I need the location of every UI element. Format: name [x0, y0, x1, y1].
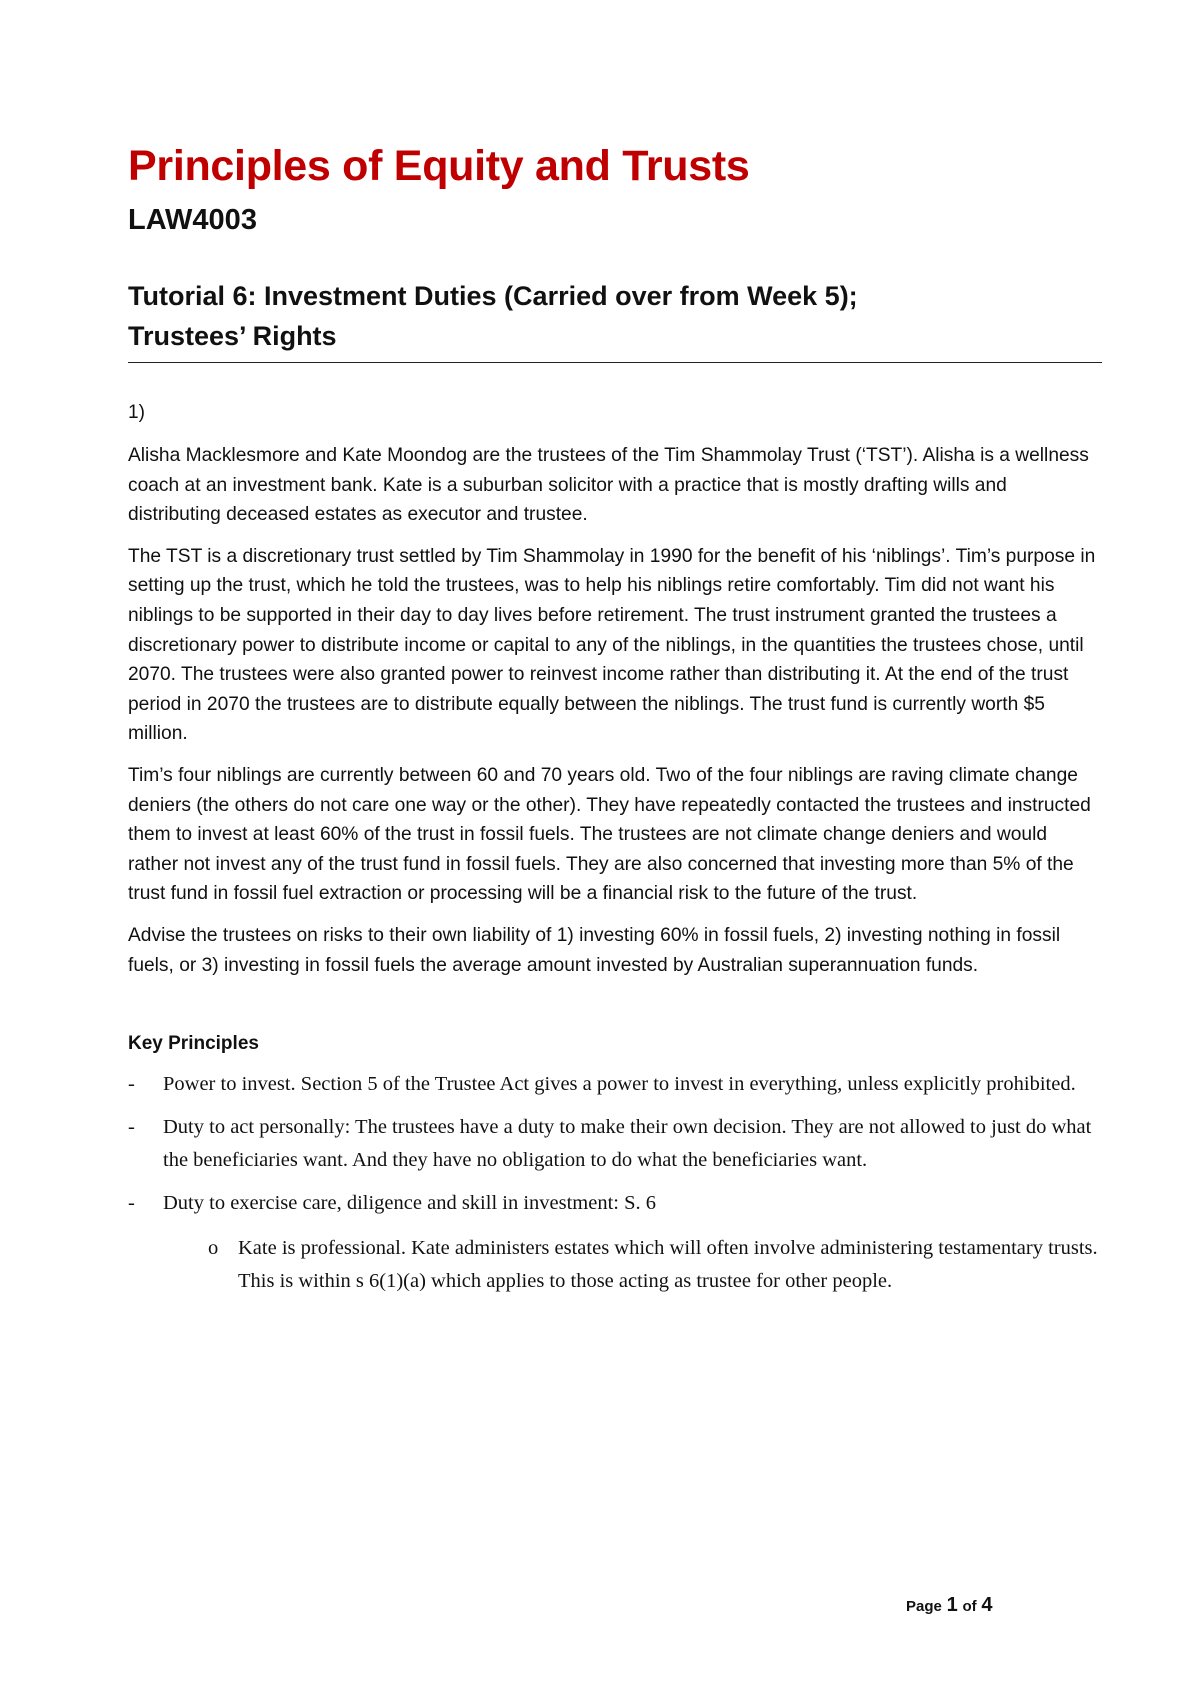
key-principle-item — [128, 1111, 1102, 1177]
bullet-dash: - — [128, 1073, 135, 1096]
question-paragraph: Alisha Macklesmore and Kate Moondog are the trustees of the Tim Shammolay Trust (‘TST’). Alisha is a wellness coach at an investment bank. Kate is a suburban solicitor with a practice that is mostly drafting wills and distributing deceased estates as executor and trustee. — [128, 445, 1089, 526]
question-number: 1) — [128, 402, 145, 423]
course-code: LAW4003 — [128, 204, 257, 236]
document-title: Principles of Equity and Trusts — [128, 142, 750, 190]
current-page-number: 1 — [946, 1594, 958, 1616]
page-content — [128, 140, 1102, 1298]
question-paragraph: The TST is a discretionary trust settled by Tim Shammolay in 1990 for the benefit of his ‘niblings’. Tim’s purpose in setting up the trust, which he told the trustees, was to help his niblings retire comfortably. Tim did not want his niblings to be supported in their day to day lives before retirement. The trust instrument granted the trustees a discretionary power to distribute income or capital to any of the niblings, in the quantities the trustees chose, until 2070. The trustees were also granted power to reinvest income rather than distributing it. At the end of the trust period in 2070 the trustees are to distribute equally between the niblings. The trust fund is currently worth $5 million. — [128, 545, 1096, 745]
key-principle-item — [128, 1187, 1102, 1220]
key-principle-text: Power to invest. Section 5 of the Trustee Act gives a power to invest in everything, unless explicitly prohibited. — [163, 1073, 1076, 1096]
page-word: Page — [906, 1598, 942, 1615]
page-footer — [906, 1593, 992, 1619]
key-principle-item — [128, 1068, 1102, 1101]
question-instruction: Advise the trustees on risks to their own liability of 1) investing 60% in fossil fuels, 2) investing nothing in fossil fuels, or 3) investing in fossil fuels the average amount invested by Australian superannuation funds. — [128, 924, 1061, 976]
key-principle-sub-item — [208, 1232, 1102, 1298]
tutorial-heading — [128, 276, 1102, 363]
key-principle-text: Duty to act personally: The trustees have a duty to make their own decision. They are not allowed to just do what the beneficiaries want. And they have no obligation to do what the beneficiaries want. — [163, 1116, 1092, 1172]
key-principle-sub-text: Kate is professional. Kate administers estates which will often involve administering testamentary trusts. This is within s 6(1)(a) which applies to those acting as trustee for other people. — [238, 1237, 1098, 1293]
of-word: of — [962, 1598, 977, 1615]
bullet-circle: o — [208, 1237, 219, 1260]
key-principles-heading: Key Principles — [128, 1033, 259, 1055]
question-paragraph: Tim’s four niblings are currently between 60 and 70 years old. Two of the four niblings are raving climate change deniers (the others do not care one way or the other). They have repeatedly contacted the trustees and instructed them to invest at least 60% of the trust in fossil fuels. The trustees are not climate change deniers and would rather not invest any of the trust fund in fossil fuels. They are also concerned that investing more than 5% of the trust fund in fossil fuel extraction or processing will be a financial risk to the future of the trust. — [128, 764, 1091, 905]
tutorial-heading-line-2: Trustees’ Rights — [128, 321, 337, 351]
tutorial-heading-line-1: Tutorial 6: Investment Duties (Carried over from Week 5); — [128, 281, 858, 311]
bullet-dash: - — [128, 1116, 135, 1139]
bullet-dash: - — [128, 1192, 135, 1215]
total-pages-number: 4 — [981, 1594, 993, 1616]
key-principle-text: Duty to exercise care, diligence and skill in investment: S. 6 — [163, 1192, 657, 1215]
